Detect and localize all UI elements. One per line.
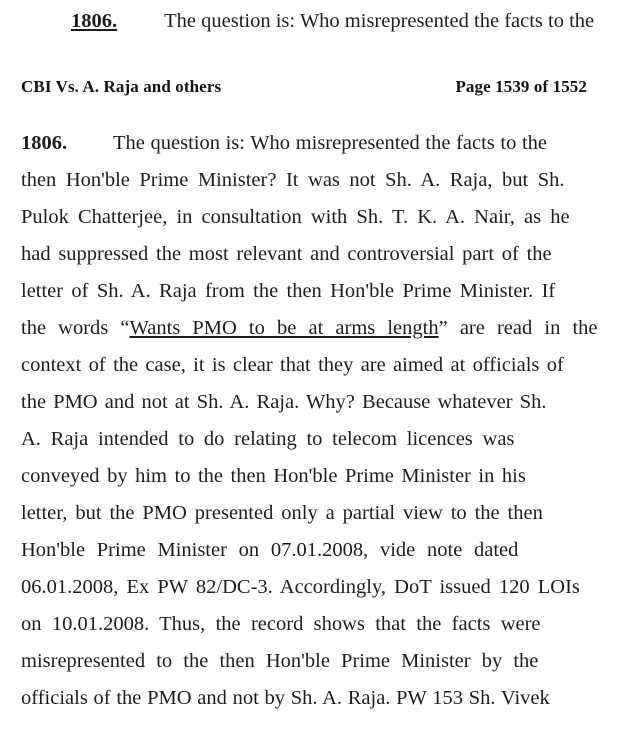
paragraph-line bbox=[21, 606, 568, 643]
paragraph-line-text: Pulok Chatterjee, in consultation with Sh. T. K. A. Nair, as he bbox=[21, 206, 570, 228]
paragraph-line bbox=[21, 421, 568, 458]
previous-page-tail-line bbox=[21, 6, 619, 36]
paragraph-line bbox=[21, 162, 568, 199]
paragraph-line bbox=[21, 347, 568, 384]
paragraph-line-text: on 10.01.2008. Thus, the record shows that the facts were bbox=[21, 613, 541, 635]
paragraph-line bbox=[21, 458, 568, 495]
paragraph-line-text: the PMO and not at Sh. A. Raja. Why? Because whatever Sh. bbox=[21, 391, 547, 413]
paragraph-line-text: conveyed by him to the then Hon'ble Prime Minister in his bbox=[21, 465, 526, 487]
paragraph-line-text: 06.01.2008, Ex PW 82/DC-3. Accordingly, DoT issued 120 LOIs bbox=[21, 576, 580, 598]
paragraph-line bbox=[21, 384, 568, 421]
paragraph-line bbox=[21, 495, 568, 532]
paragraph-line-text: misrepresented to the then Hon'ble Prime Minister by the bbox=[21, 650, 539, 672]
header-page-label: Page 1539 of 1552 bbox=[455, 77, 587, 96]
tail-paragraph-number: 1806. bbox=[71, 10, 118, 32]
paragraph-line bbox=[21, 532, 568, 569]
paragraph-line bbox=[21, 199, 568, 236]
paragraph-number: 1806. bbox=[21, 132, 68, 154]
paragraph-body bbox=[21, 125, 598, 717]
paragraph-line-text: context of the case, it is clear that they are aimed at officials of bbox=[21, 354, 564, 376]
quote-line-after: ” are read in the bbox=[438, 317, 598, 339]
paragraph-line-text: had suppressed the most relevant and controversial part of the bbox=[21, 243, 552, 265]
paragraph-line-text: letter of Sh. A. Raja from the then Hon'ble Prime Minister. If bbox=[21, 280, 556, 302]
quote-line-before: the words “ bbox=[21, 317, 130, 339]
paragraph-line bbox=[21, 273, 568, 310]
header-case-title: CBI Vs. A. Raja and others bbox=[21, 77, 222, 96]
paragraph-line bbox=[21, 643, 568, 680]
paragraph-line-quoted bbox=[21, 310, 598, 347]
paragraph-line-text: officials of the PMO and not by Sh. A. Raja. PW 153 Sh. Vivek bbox=[21, 687, 550, 709]
quoted-phrase: Wants PMO to be at arms length bbox=[129, 317, 439, 339]
paragraph-line-text: A. Raja intended to do relating to telecom licences was bbox=[21, 428, 515, 450]
paragraph-line-text: letter, but the PMO presented only a partial view to the then bbox=[21, 502, 543, 524]
paragraph-line bbox=[21, 680, 568, 717]
paragraph-line bbox=[21, 236, 568, 273]
tail-paragraph-text: The question is: Who misrepresented the facts to the bbox=[164, 10, 595, 32]
paragraph-line bbox=[21, 569, 580, 606]
paragraph-line bbox=[21, 125, 568, 162]
paragraph-line-text: Hon'ble Prime Minister on 07.01.2008, vide note dated bbox=[21, 539, 519, 561]
running-header bbox=[21, 77, 587, 97]
paragraph-line-text: then Hon'ble Prime Minister? It was not Sh. A. Raja, but Sh. bbox=[21, 169, 565, 191]
paragraph-line-text: The question is: Who misrepresented the facts to the bbox=[113, 132, 548, 154]
